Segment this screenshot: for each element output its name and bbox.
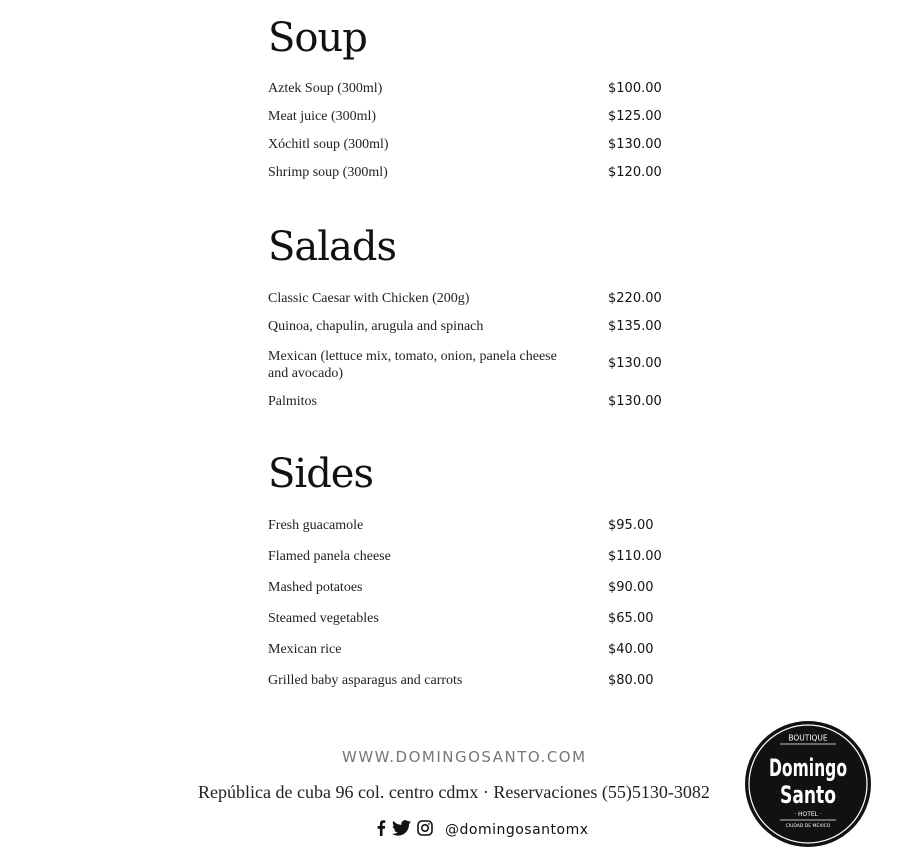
item-price: $95.00 — [608, 518, 654, 533]
domingo-santo-logo — [744, 720, 872, 848]
item-name: Shrimp soup (300ml) — [268, 165, 388, 180]
item-price: $135.00 — [608, 319, 662, 334]
logo-line2: Santo — [780, 781, 836, 809]
logo-boutique-text: BOUTIQUE — [788, 733, 828, 743]
item-name: Grilled baby asparagus and carrots — [268, 673, 463, 688]
item-price: $220.00 — [608, 291, 662, 306]
item-price: $130.00 — [608, 137, 662, 152]
social-handle[interactable]: @domingosantomx — [445, 822, 589, 838]
item-name: Quinoa, chapulin, arugula and spinach — [268, 319, 484, 334]
item-price: $80.00 — [608, 673, 654, 688]
section-title-sides: Sides — [268, 451, 373, 497]
footer-address: República de cuba 96 col. centro cdmx · Reservaciones (55)5130-3082 — [198, 782, 710, 802]
item-name: Aztek Soup (300ml) — [268, 81, 383, 96]
logo-city-text: CIUDAD DE MEXICO — [785, 824, 831, 829]
item-name: Mexican rice — [268, 642, 342, 657]
item-price: $130.00 — [608, 356, 662, 371]
item-price: $125.00 — [608, 109, 662, 124]
logo-hotel-text: · HOTEL · — [794, 811, 822, 818]
website-link[interactable]: WWW.DOMINGOSANTO.COM — [342, 748, 587, 766]
item-price: $100.00 — [608, 81, 662, 96]
section-title-salads: Salads — [268, 224, 397, 270]
item-name: Xóchitl soup (300ml) — [268, 137, 389, 152]
twitter-icon[interactable] — [392, 820, 411, 841]
item-name: Mexican (lettuce mix, tomato, onion, panela cheese and avocado) — [268, 349, 557, 381]
item-name: Steamed vegetables — [268, 611, 379, 626]
item-price: $130.00 — [608, 394, 662, 409]
social-bar — [376, 820, 589, 840]
item-name: Flamed panela cheese — [268, 549, 391, 564]
item-name: Mashed potatoes — [268, 580, 363, 595]
item-name: Meat juice (300ml) — [268, 109, 377, 124]
instagram-icon[interactable] — [417, 820, 433, 841]
item-price: $90.00 — [608, 580, 654, 595]
item-price: $120.00 — [608, 165, 662, 180]
logo-line1: Domingo — [769, 754, 847, 782]
item-name: Classic Caesar with Chicken (200g) — [268, 291, 470, 306]
section-title-soup: Soup — [268, 15, 367, 61]
item-price: $110.00 — [608, 549, 662, 564]
item-name: Palmitos — [268, 394, 318, 409]
facebook-icon[interactable] — [376, 820, 386, 841]
item-price: $65.00 — [608, 611, 654, 626]
item-price: $40.00 — [608, 642, 654, 657]
item-name: Fresh guacamole — [268, 518, 364, 533]
